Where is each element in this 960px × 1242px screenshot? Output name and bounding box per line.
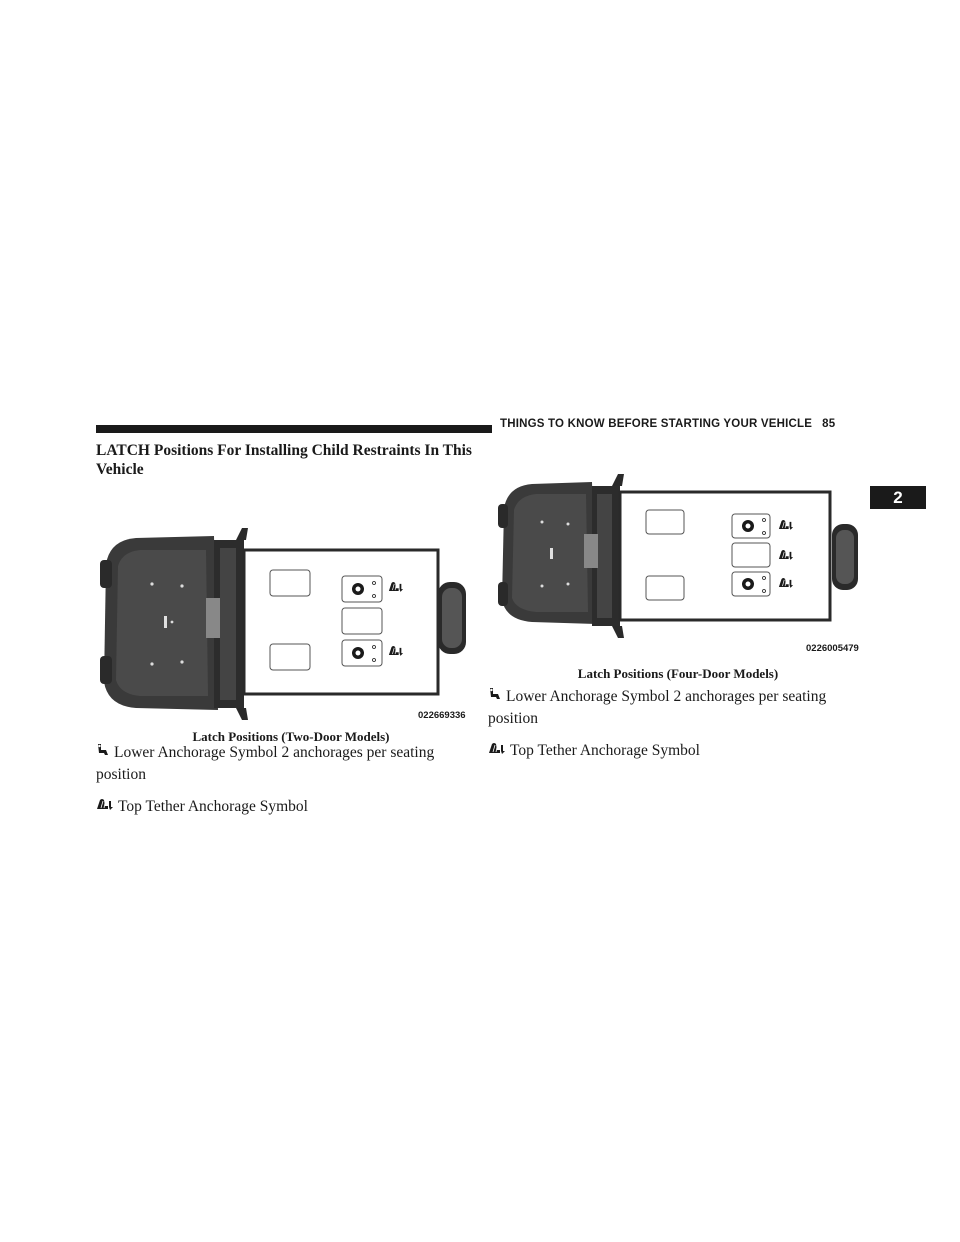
section-title: THINGS TO KNOW BEFORE STARTING YOUR VEHICLE [500, 418, 813, 430]
section-heading: LATCH Positions For Installing Child Restraints In This Vehicle [96, 442, 472, 478]
legend-two-door [96, 742, 476, 818]
vehicle-top-view-icon [496, 472, 866, 640]
legend-four-door [488, 686, 866, 762]
legend-item-top-tether: Top Tether Anchorage Symbol [96, 796, 476, 818]
chapter-tab[interactable]: 2 [870, 486, 926, 509]
figure-caption: Latch Positions (Four-Door Models) [577, 666, 779, 681]
legend-item-top-tether: Top Tether Anchorage Symbol [488, 740, 866, 762]
lower-anchorage-icon [488, 687, 502, 701]
page-number: 85 [822, 418, 836, 430]
figure-four-door [496, 472, 866, 640]
figure-caption: Latch Positions (Two-Door Models) [192, 729, 390, 744]
figure-two-door [96, 524, 476, 734]
vehicle-top-view-icon [96, 524, 476, 734]
header-rule [96, 425, 492, 433]
page-header [500, 418, 835, 430]
legend-item-lower-anchorage: Lower Anchorage Symbol 2 anchorages per seating position [96, 744, 435, 783]
top-tether-icon [96, 797, 114, 811]
lower-anchorage-icon [96, 743, 110, 757]
figure-id: 022669336 [418, 710, 466, 721]
legend-item-lower-anchorage: Lower Anchorage Symbol 2 anchorages per seating position [488, 688, 827, 727]
top-tether-icon [488, 741, 506, 755]
figure-id: 0226005479 [806, 643, 859, 654]
